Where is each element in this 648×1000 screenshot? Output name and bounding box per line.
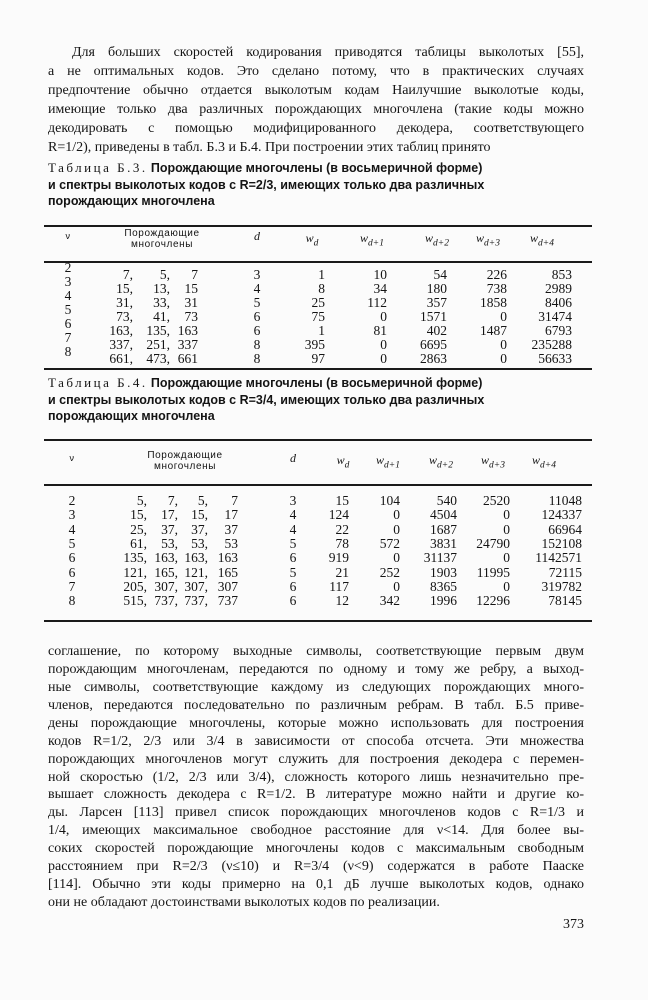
- header-d: d: [290, 451, 296, 465]
- text-line: ные символы, соответствующие каждому из следующих порождающих много-: [48, 679, 584, 695]
- table-rule: [44, 225, 592, 227]
- cell-polynomial: 73: [184, 309, 198, 324]
- header-w-sub: d+4: [538, 238, 554, 249]
- cell-polynomial: 15,: [116, 281, 133, 296]
- cell-w: 6695: [420, 337, 447, 352]
- cell-polynomial: 31,: [116, 295, 133, 310]
- cell-w: 0: [380, 337, 387, 352]
- cell-w: 0: [380, 309, 387, 324]
- header-w: [532, 453, 556, 470]
- cell-w: 31474: [538, 309, 572, 324]
- cell-polynomial: 53,: [191, 535, 208, 551]
- text-line: ной скоростью (1/2, 2/3 или 3/4), сложность которого лишь незначительно пре-: [48, 769, 584, 785]
- table-b4-caption-line: Порождающие многочлены (в восьмеричной форме): [150, 376, 483, 390]
- cell-w: 72115: [548, 564, 582, 580]
- text-line: расстоянием при R=2/3 (ν≤10) и R=3/4 (ν<9) содержатся в работе Пааске: [48, 859, 584, 875]
- cell-polynomial: 53: [224, 535, 238, 551]
- cell-d: 4: [253, 281, 261, 296]
- page-number: 373: [563, 917, 584, 932]
- cell-d: 5: [289, 535, 297, 551]
- cell-d: 6: [253, 309, 261, 324]
- cell-w: 124: [328, 507, 349, 523]
- cell-polynomial: 737,: [184, 593, 208, 609]
- cell-w: 117: [329, 578, 349, 594]
- cell-d: 8: [253, 337, 261, 352]
- cell-w: 395: [304, 337, 325, 352]
- cell-polynomial: 163,: [109, 323, 133, 338]
- cell-w: 235288: [531, 337, 572, 352]
- text-line: декодировать с помощью модифицированного декодера, соответствующего: [48, 121, 584, 136]
- header-w: [425, 231, 449, 248]
- header-w-sub: d+2: [437, 460, 453, 471]
- table-b3-caption-line: и спектры выколотых кодов с R=2/3, имеющих только два различных: [48, 177, 485, 192]
- text-line: порождающих многочленов могут служить для построения декодера с перемен-: [48, 751, 584, 767]
- table-rule: [44, 261, 592, 263]
- cell-polynomial: 13,: [153, 281, 170, 296]
- cell-w: 1: [318, 323, 325, 338]
- text-line: 1/4, имеющих максимальное свободное расстояние для ν<14. Для более вы-: [48, 823, 584, 839]
- cell-w: 8406: [545, 295, 572, 310]
- cell-polynomial: 121,: [123, 564, 147, 580]
- cell-polynomial: 307: [217, 578, 238, 594]
- cell-w: 738: [486, 281, 507, 296]
- cell-polynomial: 17,: [161, 507, 178, 523]
- cell-polynomial: 7: [231, 493, 238, 508]
- cell-w: 6793: [545, 323, 572, 338]
- cell-polynomial: 37,: [161, 521, 178, 537]
- cell-polynomial: 737,: [154, 593, 178, 609]
- cell-w: 1996: [430, 593, 457, 609]
- cell-nu: 2: [64, 260, 72, 275]
- cell-w: 1687: [430, 521, 457, 537]
- text-line: соких скоростей порождающие многочлены кодов с максимальным свободным: [48, 841, 584, 857]
- header-w: [306, 231, 319, 248]
- cell-nu: 6: [68, 550, 76, 566]
- header-w-sub: d: [313, 238, 319, 249]
- cell-w: 357: [426, 295, 447, 310]
- header-w: [376, 453, 400, 470]
- cell-nu: 5: [64, 302, 72, 317]
- cell-w: 0: [393, 507, 400, 523]
- cell-w: 81: [373, 323, 387, 338]
- cell-polynomial: 37: [224, 521, 238, 537]
- cell-w: 342: [379, 593, 400, 609]
- header-w-sub: d+1: [384, 460, 400, 471]
- cell-w: 226: [486, 267, 507, 282]
- cell-w: 0: [500, 351, 507, 366]
- header-nu: ν: [65, 231, 71, 241]
- cell-polynomial: 307,: [154, 578, 178, 594]
- table-rule: [44, 439, 592, 441]
- cell-w: 112: [367, 295, 387, 310]
- cell-w: 31137: [423, 550, 457, 566]
- cell-w: 0: [503, 578, 510, 594]
- cell-w: 1858: [480, 295, 507, 310]
- cell-w: 0: [380, 351, 387, 366]
- cell-d: 6: [253, 323, 261, 338]
- cell-polynomial: 7,: [167, 493, 178, 508]
- cell-polynomial: 307,: [184, 578, 208, 594]
- cell-nu: 8: [68, 593, 76, 609]
- header-nu: ν: [69, 453, 75, 463]
- header-w-sub: d: [344, 460, 350, 471]
- cell-polynomial: 251,: [146, 337, 170, 352]
- text-line: вышает сложность декодера с R=1/2. В литературе можно найти и другие ко-: [48, 787, 584, 803]
- header-w-main: w: [481, 453, 490, 467]
- header-w: [530, 231, 554, 248]
- cell-d: 5: [253, 295, 261, 310]
- cell-w: 104: [379, 493, 400, 508]
- cell-w: 21: [335, 564, 349, 580]
- cell-w: 11995: [476, 564, 510, 580]
- table-b3-caption: [48, 160, 484, 210]
- header-w: [337, 453, 350, 470]
- cell-polynomial: 473,: [146, 351, 170, 366]
- cell-w: 11048: [548, 493, 582, 508]
- text-line: а не оптимальных кодов. Это сделано потому, что в практических случаях: [48, 64, 584, 79]
- header-w-main: w: [532, 453, 541, 467]
- cell-nu: 2: [68, 493, 76, 508]
- cell-polynomial: 5,: [197, 493, 208, 508]
- cell-polynomial: 337,: [109, 337, 133, 352]
- cell-d: 6: [289, 593, 297, 609]
- cell-polynomial: 5,: [159, 267, 170, 282]
- cell-polynomial: 7: [191, 267, 198, 282]
- cell-w: 66964: [548, 521, 582, 537]
- header-polynomials: Порождающие: [147, 450, 223, 461]
- cell-w: 2863: [420, 351, 447, 366]
- table-b4-caption: [48, 375, 484, 425]
- cell-w: 1142571: [535, 550, 582, 566]
- header-w-main: w: [476, 231, 485, 245]
- cell-w: 124337: [541, 507, 582, 523]
- cell-w: 8365: [430, 578, 457, 594]
- header-d: d: [254, 229, 260, 243]
- cell-polynomial: 163,: [154, 550, 178, 566]
- cell-nu: 8: [64, 344, 72, 359]
- header-w-main: w: [425, 231, 434, 245]
- header-polynomials: Порождающие: [124, 228, 200, 239]
- cell-w: 97: [311, 351, 325, 366]
- cell-polynomial: 515,: [123, 593, 147, 609]
- cell-w: 24790: [476, 535, 510, 551]
- cell-w: 22: [335, 521, 349, 537]
- header-w: [481, 453, 505, 470]
- text-line: соглашение, по которому выходные символы, соответствующие первым двум: [48, 644, 584, 659]
- cell-polynomial: 41,: [153, 309, 170, 324]
- cell-w: 78: [335, 535, 349, 551]
- table-b3-label: Таблица Б.3.: [48, 160, 148, 175]
- text-line: [114]. Обычно эти коды примерно на 0,1 дБ лучше выколотых кодов, однако: [48, 877, 584, 893]
- cell-polynomial: 17: [224, 507, 238, 523]
- text-line: кодов R=1/2, 2/3 или 3/4 в зависимости от способа отсчета. Эти множества: [48, 733, 584, 749]
- cell-w: 0: [503, 521, 510, 537]
- cell-w: 1: [318, 267, 325, 282]
- table-b3-caption-line: Порождающие многочлены (в восьмеричной форме): [150, 161, 483, 175]
- header-w-sub: d+3: [484, 238, 500, 249]
- cell-w: 1571: [420, 309, 447, 324]
- cell-d: 6: [289, 578, 297, 594]
- table-b4-caption-line: порождающих многочлена: [48, 409, 215, 423]
- cell-d: 8: [253, 351, 261, 366]
- cell-w: 12296: [476, 593, 510, 609]
- text-line: Для больших скоростей кодирования приводятся таблицы выколотых [55],: [72, 45, 584, 60]
- cell-w: 54: [433, 267, 447, 282]
- cell-w: 0: [393, 521, 400, 537]
- cell-polynomial: 135,: [123, 550, 147, 566]
- cell-w: 10: [373, 267, 387, 282]
- header-w-main: w: [376, 453, 385, 467]
- cell-d: 3: [289, 493, 297, 508]
- text-line: они не обладают достоинствами выколотых кодов по реализации.: [48, 895, 440, 911]
- cell-w: 152108: [541, 535, 582, 551]
- header-w-sub: d+1: [368, 238, 384, 249]
- text-line: R=1/2), приведены в табл. Б.3 и Б.4. При построении этих таблиц принято: [48, 140, 491, 155]
- text-line: порождающим многочленам, передаются по одному и тому же ребру, а выход-: [48, 661, 584, 677]
- cell-w: 78145: [548, 593, 582, 609]
- cell-d: 5: [289, 564, 297, 580]
- cell-nu: 7: [64, 330, 72, 345]
- cell-nu: 4: [64, 288, 72, 303]
- cell-w: 180: [426, 281, 447, 296]
- cell-polynomial: 73,: [116, 309, 133, 324]
- cell-w: 1903: [430, 564, 457, 580]
- header-w-sub: d+3: [489, 460, 505, 471]
- cell-w: 319782: [541, 578, 582, 594]
- cell-polynomial: 37,: [191, 521, 208, 537]
- cell-polynomial: 33,: [153, 295, 170, 310]
- cell-polynomial: 25,: [130, 521, 147, 537]
- header-w-main: w: [530, 231, 539, 245]
- table-b4-caption-line: и спектры выколотых кодов с R=3/4, имеющих только два различных: [48, 392, 485, 407]
- text-line: ды. Ларсен [113] привел список порождающих многочленов кодов с R=1/3 и: [48, 805, 584, 821]
- cell-polynomial: 163: [177, 323, 198, 338]
- header-w: [360, 231, 384, 248]
- cell-w: 0: [393, 578, 400, 594]
- cell-w: 0: [500, 309, 507, 324]
- cell-polynomial: 53,: [161, 535, 178, 551]
- cell-polynomial: 7,: [122, 267, 133, 282]
- table-rule: [44, 484, 592, 486]
- cell-polynomial: 61,: [130, 535, 147, 551]
- cell-polynomial: 135,: [146, 323, 170, 338]
- cell-nu: 4: [68, 521, 76, 537]
- text-line: имеющие только два различных порождающих многочлена (такие коды можно: [48, 102, 584, 117]
- table-rule: [44, 620, 592, 622]
- cell-w: 4504: [430, 507, 457, 523]
- cell-polynomial: 31: [184, 295, 198, 310]
- cell-w: 2989: [545, 281, 572, 296]
- cell-d: 4: [289, 507, 297, 523]
- cell-polynomial: 661,: [109, 351, 133, 366]
- header-w: [476, 231, 500, 248]
- cell-polynomial: 205,: [123, 578, 147, 594]
- header-polynomials: многочлены: [130, 239, 194, 250]
- table-b3-caption-line: порождающих многочлена: [48, 194, 215, 208]
- cell-nu: 3: [68, 507, 76, 523]
- cell-w: 0: [393, 550, 400, 566]
- cell-w: 572: [379, 535, 400, 551]
- cell-w: 56633: [538, 351, 572, 366]
- header-w-main: w: [360, 231, 369, 245]
- cell-polynomial: 121,: [184, 564, 208, 580]
- cell-w: 12: [335, 593, 349, 609]
- cell-polynomial: 163,: [184, 550, 208, 566]
- cell-w: 1487: [480, 323, 507, 338]
- header-w-sub: d+2: [433, 238, 449, 249]
- cell-w: 8: [318, 281, 325, 296]
- cell-w: 540: [436, 493, 457, 508]
- cell-polynomial: 15,: [191, 507, 208, 523]
- cell-d: 6: [289, 550, 297, 566]
- cell-w: 402: [426, 323, 447, 338]
- cell-w: 25: [311, 295, 325, 310]
- cell-polynomial: 661: [177, 351, 198, 366]
- text-line: предпочтение обычно отдается выколотым кодам Наилучшие выколотые коды,: [48, 83, 584, 98]
- cell-polynomial: 165: [217, 564, 238, 580]
- header-w-main: w: [429, 453, 438, 467]
- cell-polynomial: 337: [177, 337, 198, 352]
- cell-nu: 3: [64, 274, 72, 289]
- cell-w: 3831: [430, 535, 457, 551]
- cell-polynomial: 737: [217, 593, 238, 609]
- cell-nu: 6: [68, 564, 76, 580]
- cell-w: 252: [379, 564, 400, 580]
- cell-polynomial: 165,: [154, 564, 178, 580]
- cell-w: 0: [503, 507, 510, 523]
- cell-polynomial: 15: [184, 281, 198, 296]
- header-polynomials: многочлены: [153, 461, 217, 472]
- cell-polynomial: 5,: [136, 493, 147, 508]
- cell-nu: 6: [64, 316, 72, 331]
- header-w-sub: d+4: [540, 460, 556, 471]
- text-line: дены порождающие многочлены, которые можно использовать для построения: [48, 715, 584, 731]
- cell-w: 0: [503, 550, 510, 566]
- cell-w: 919: [328, 550, 349, 566]
- cell-nu: 5: [68, 535, 76, 551]
- cell-w: 2520: [483, 493, 510, 508]
- cell-w: 15: [335, 493, 349, 508]
- header-w: [429, 453, 453, 470]
- header-w-main: w: [336, 453, 345, 467]
- table-rule: [44, 368, 592, 370]
- cell-w: 75: [311, 309, 325, 324]
- cell-d: 4: [289, 521, 297, 537]
- header-w-main: w: [305, 231, 314, 245]
- table-b4-label: Таблица Б.4.: [48, 375, 148, 390]
- cell-d: 3: [253, 267, 261, 282]
- cell-w: 34: [373, 281, 387, 296]
- cell-w: 853: [551, 267, 572, 282]
- text-line: членов, передаются последовательно по различным ребрам. В табл. Б.5 приве-: [48, 697, 584, 713]
- cell-polynomial: 163: [217, 550, 238, 566]
- cell-w: 0: [500, 337, 507, 352]
- cell-nu: 7: [68, 578, 76, 594]
- cell-polynomial: 15,: [130, 507, 147, 523]
